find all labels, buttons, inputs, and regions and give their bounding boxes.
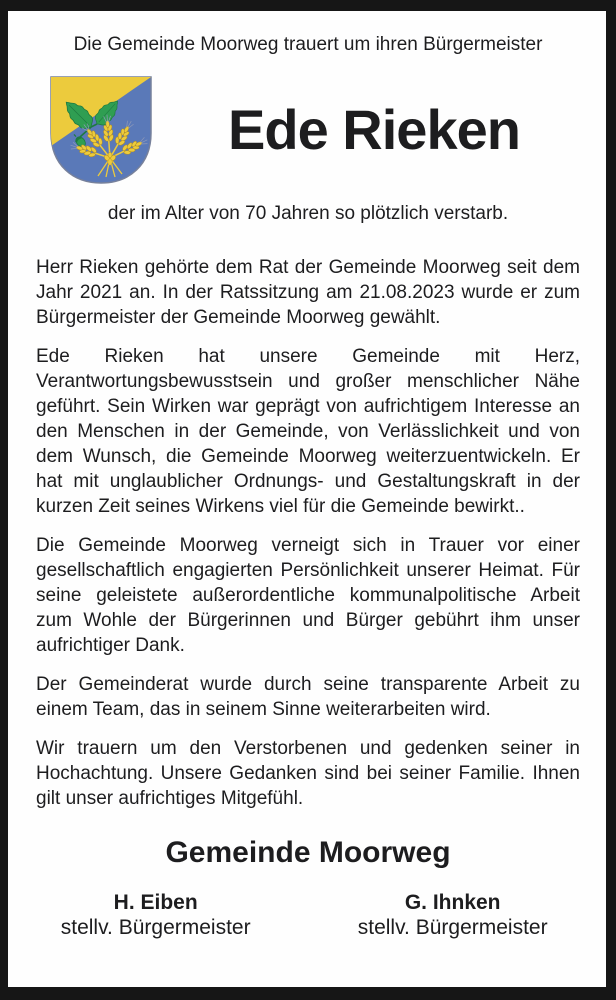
signature-name: H. Eiben: [113, 891, 198, 914]
signature-name: G. Ihnken: [404, 891, 501, 914]
obituary-paragraph: Die Gemeinde Moorweg verneigt sich in Trauer vor einer gesellschaftlich engagierten Persönlichkeit unserer Heimat. Für seine geleistete außerordentliche kommunalpolitische Arbeit zum Wohle der Bürgerinnen und Bürger gebührt ihm unser aufrichtiger Dank.: [36, 535, 580, 656]
obituary-paragraph: Herr Rieken gehörte dem Rat der Gemeinde Moorweg seit dem Jahr 2021 an. In der Ratssitzung am 21.08.2023 wurde er zum Bürgermeister der Gemeinde Moorweg gewählt.: [36, 257, 580, 328]
obituary-paragraph: Der Gemeinderat wurde durch seine transparente Arbeit zu einem Team, das in seinem Sinne weiterarbeiten wird.: [36, 674, 580, 720]
header-row: [36, 74, 580, 186]
obituary-paragraph: Wir trauern um den Verstorbenen und gedenken seiner in Hochachtung. Unsere Gedanken sind bei seiner Familie. Ihnen gilt unser aufrichtiges Mitgefühl.: [36, 738, 580, 809]
organization-name: Gemeinde Moorweg: [165, 836, 451, 869]
signatures-row: [36, 890, 580, 940]
signature-right: [275, 890, 580, 940]
moorweg-coat-of-arms-icon: [48, 74, 154, 186]
death-subtitle: der im Alter von 70 Jahren so plötzlich verstarb.: [107, 203, 509, 224]
obituary-paragraph: Ede Rieken hat unsere Gemeinde mit Herz, Verantwortungsbewusstsein und großer menschlicher Nähe geführt. Sein Wirken war geprägt von aufrichtigem Interesse an den Menschen in der Gemeinde, von Verlässlichkeit und von dem Wunsch, die Gemeinde Moorweg weiterzuentwickeln. Er hat mit unglaublicher Ordnungs- und Gestaltungskraft in der kurzen Zeit seines Wirkens viel für die Gemeinde bewirkt..: [36, 346, 580, 517]
signature-role: stellv. Bürgermeister: [357, 916, 548, 939]
name-block: [154, 98, 580, 161]
signature-role: stellv. Bürgermeister: [60, 916, 251, 939]
signature-left: [36, 890, 275, 940]
obituary-body: [36, 255, 580, 811]
announcement-line: Die Gemeinde Moorweg trauert um ihren Bürgermeister: [73, 34, 543, 55]
deceased-name: Ede Rieken: [228, 98, 520, 161]
obituary-content: [8, 11, 606, 940]
